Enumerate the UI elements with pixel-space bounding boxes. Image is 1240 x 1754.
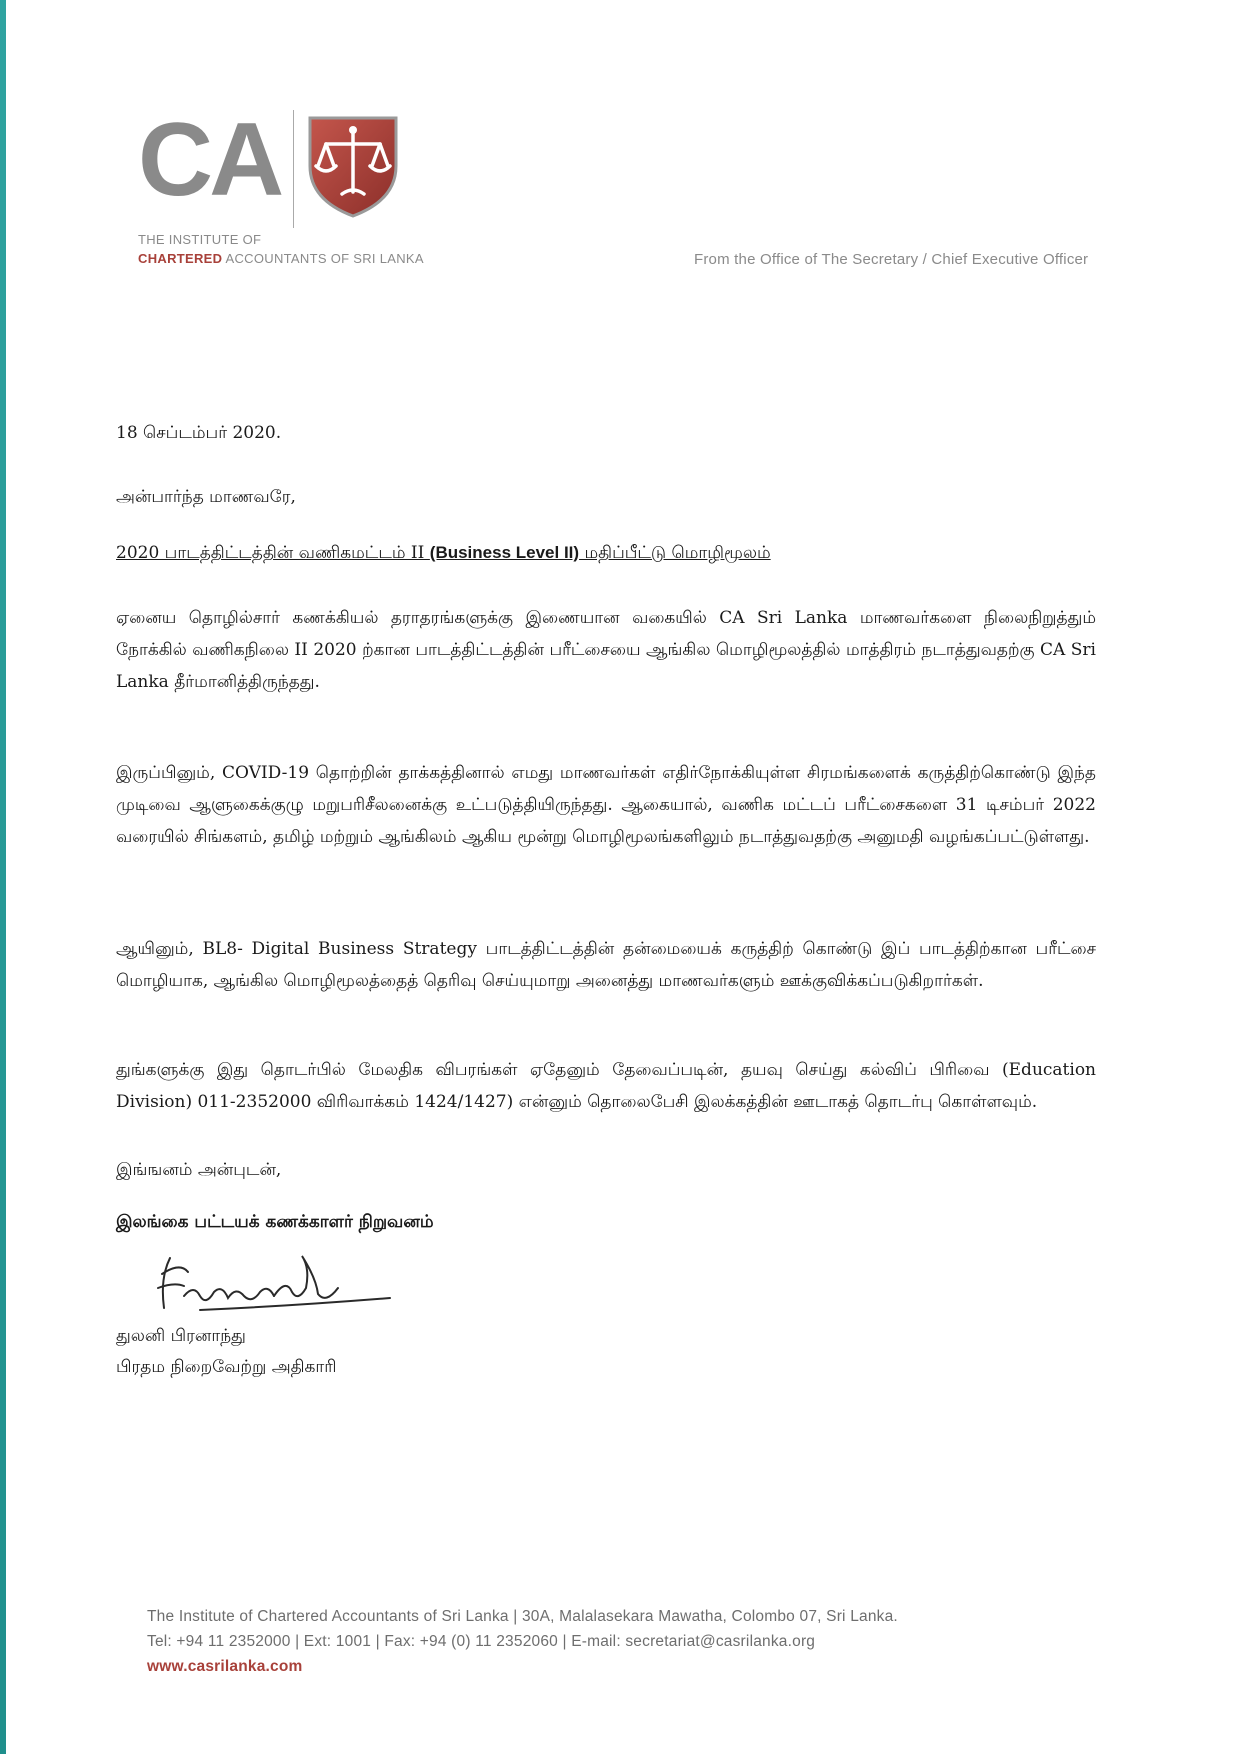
organization-name: இலங்கை பட்டயக் கணக்காளர் நிறுவனம்: [116, 1212, 434, 1232]
institute-name-rest: ACCOUNTANTS OF SRI LANKA: [222, 251, 424, 266]
paragraph-4: துங்களுக்கு இது தொடர்பில் மேலதிக விபரங்கள் ஏதேனும் தேவைப்படின், தயவு செய்து கல்விப் பிரிவை (Education Division) 011-2352000 விரிவாக்கம் 1424/1427) என்னும் தொலைபேசி இலக்கத்தின் ஊடாகத் தொடர்பு கொள்ளவும்.: [116, 1060, 1096, 1112]
signer-name: துலனி பிரனாந்து: [116, 1326, 246, 1346]
institute-name-line1: THE INSTITUTE OF: [138, 232, 262, 247]
signer-title: பிரதம நிறைவேற்று அதிகாரி: [116, 1357, 337, 1377]
letter-subject: [116, 543, 771, 565]
logo-divider: [293, 110, 294, 228]
institute-logo: [138, 102, 438, 278]
subject-part1: 2020 பாடத்திட்டத்தின் வணிகமட்டம் II: [116, 543, 430, 563]
subject-part2: மதிப்பீட்டு மொழிமூலம்: [579, 543, 771, 563]
scales-of-justice-shield-icon: [302, 114, 404, 218]
subject-business-level: (Business Level II): [429, 543, 580, 562]
letter-closing: இங்ஙனம் அன்புடன்,: [116, 1160, 282, 1180]
office-of-ceo-label: From the Office of The Secretary / Chief Executive Officer: [694, 251, 1089, 268]
page-edge-stripe: [0, 0, 6, 1754]
paragraph-2: இருப்பினும், COVID-19 தொற்றின் தாக்கத்தினால் எமது மாணவர்கள் எதிர்நோக்கியுள்ள சிரமங்களைக் கருத்திற்கொண்டு இந்த முடிவை ஆளுகைக்குழு மறுபரிசீலனைக்கு உட்படுத்தியிருந்தது. ஆகையால், வணிக மட்டப் பரீட்சைகளை 31 டிசம்பர் 2022 வரையில் சிங்களம், தமிழ் மற்றும் ஆங்கிலம் ஆகிய மூன்று மொழிமூலங்களிலும் நடாத்துவதற்கு அனுமதி வழங்கப்பட்டுள்ளது.: [116, 763, 1096, 847]
institute-name-accent: CHARTERED: [138, 251, 223, 266]
paragraph-3: ஆயினும், BL8- Digital Business Strategy பாடத்திட்டத்தின் தன்மையைக் கருத்திற் கொண்டு இப் பாடத்திற்கான பரீட்சை மொழியாக, ஆங்கில மொழிமூலத்தைத் தெரிவு செய்யுமாறு அனைத்து மாணவர்களும் ஊக்குவிக்கப்படுகிறார்கள்.: [116, 939, 1096, 991]
logo-letters: CA: [138, 102, 281, 218]
handwritten-signature: [140, 1248, 430, 1328]
letter-salutation: அன்பார்ந்த மாணவரே,: [116, 487, 296, 507]
footer-contact: Tel: +94 11 2352000 | Ext: 1001 | Fax: +94 (0) 11 2352060 | E-mail: secretariat@casrilanka.org: [147, 1633, 816, 1650]
letter-date: 18 செப்டம்பர் 2020.: [116, 423, 282, 443]
institute-name-line2: [138, 251, 424, 266]
paragraph-1: ஏனைய தொழில்சார் கணக்கியல் தராதரங்களுக்கு இணையான வகையில் CA Sri Lanka மாணவர்களை நிலைநிறுத்தும் நோக்கில் வணிகநிலை II 2020 ற்கான பாடத்திட்டத்தின் பரீட்சையை ஆங்கில மொழிமூலத்தில் மாத்திரம் நடாத்துவதற்கு CA Sri Lanka தீர்மானித்திருந்தது.: [116, 608, 1096, 692]
footer-website-link[interactable]: www.casrilanka.com: [147, 1658, 303, 1675]
footer-address: The Institute of Chartered Accountants of Sri Lanka | 30A, Malalasekara Mawatha, Colombo 07, Sri Lanka.: [147, 1608, 898, 1625]
